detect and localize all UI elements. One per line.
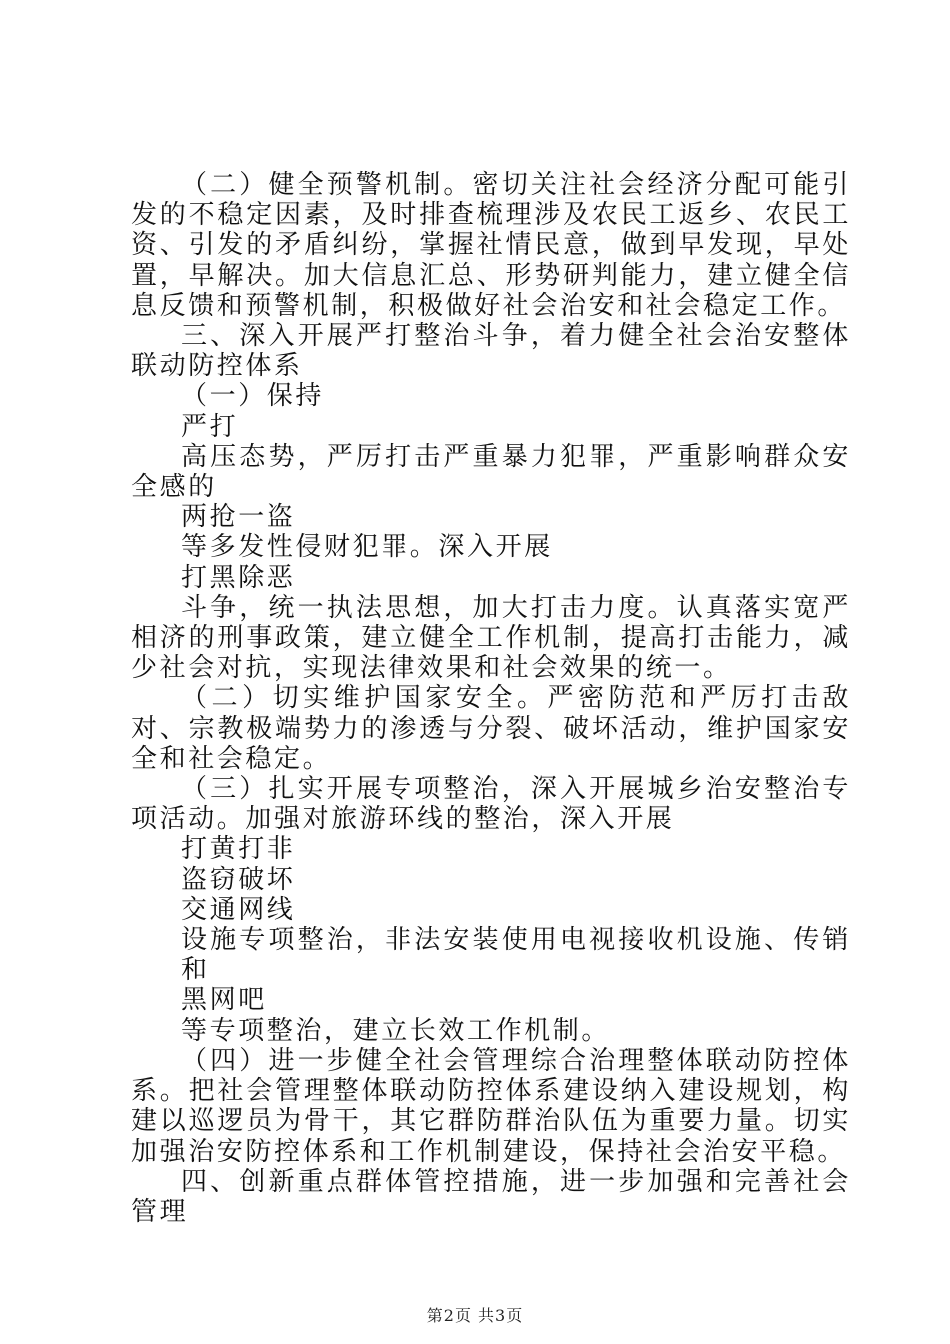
paragraph-fragment: 两抢一盗 [181,502,296,533]
paragraph-fragment: 打黄打非 [181,834,296,865]
paragraph-fragment: 等多发性侵财犯罪。深入开展 [181,532,553,563]
paragraph-crackdown: 斗争，统一执法思想，加大打击力度。认真落实宽严相济的刑事政策，建立健全工作机制，提高打击能力，减少社会对抗，实现法律效果和社会效果的统一。 [131,592,851,684]
paragraph-fragment: 设施专项整治，非法安装使用电视接收机设施、传销和 [181,925,851,986]
section-heading-three: 三、深入开展严打整治斗争，着力健全社会治安整体联动防控体系 [131,321,851,382]
paragraph-fragment: 黑网吧 [181,985,267,1016]
paragraph-joint-prevention: （四）进一步健全社会管理综合治理整体联动防控体系。把社会管理整体联动防控体系建设纳入建设规划，构建以巡逻员为骨干，其它群防群治队伍为重要力量。切实加强治安防控体系和工作机制建设，保持社会治安平稳。 [131,1045,851,1167]
paragraph-fragment: 等专项整治，建立长效工作机制。 [181,1015,611,1046]
paragraph-fragment: （一）保持 [181,381,325,412]
paragraph-fragment: 高压态势，严厉打击严重暴力犯罪，严重影响群众安全感的 [131,441,851,503]
page-number-footer: 第2页 共3页 [426,1306,524,1325]
section-heading-four: 四、创新重点群体管控措施，进一步加强和完善社会管理 [131,1166,851,1227]
paragraph-national-security: （二）切实维护国家安全。严密防范和严厉打击敌对、宗教极端势力的渗透与分裂、破坏活动，维护国家安全和社会稳定。 [131,683,851,774]
paragraph-fragment: 打黑除恶 [181,562,296,593]
paragraph-fragment: 严打 [181,411,239,442]
paragraph-special-rectification: （三）扎实开展专项整治，深入开展城乡治安整治专项活动。加强对旅游环线的整治，深入开展 [131,774,851,835]
paragraph-fragment: 盗窃破坏 [181,864,296,895]
paragraph-early-warning: （二）健全预警机制。密切关注社会经济分配可能引发的不稳定因素，及时排查梳理涉及农民工返乡、农民工资、引发的矛盾纠纷，掌握社情民意，做到早发现，早处置，早解决。加大信息汇总、形势研判能力，建立健全信息反馈和预警机制，积极做好社会治安和社会稳定工作。 [131,170,851,321]
document-body [131,170,851,1227]
paragraph-fragment: 交通网线 [181,894,296,925]
